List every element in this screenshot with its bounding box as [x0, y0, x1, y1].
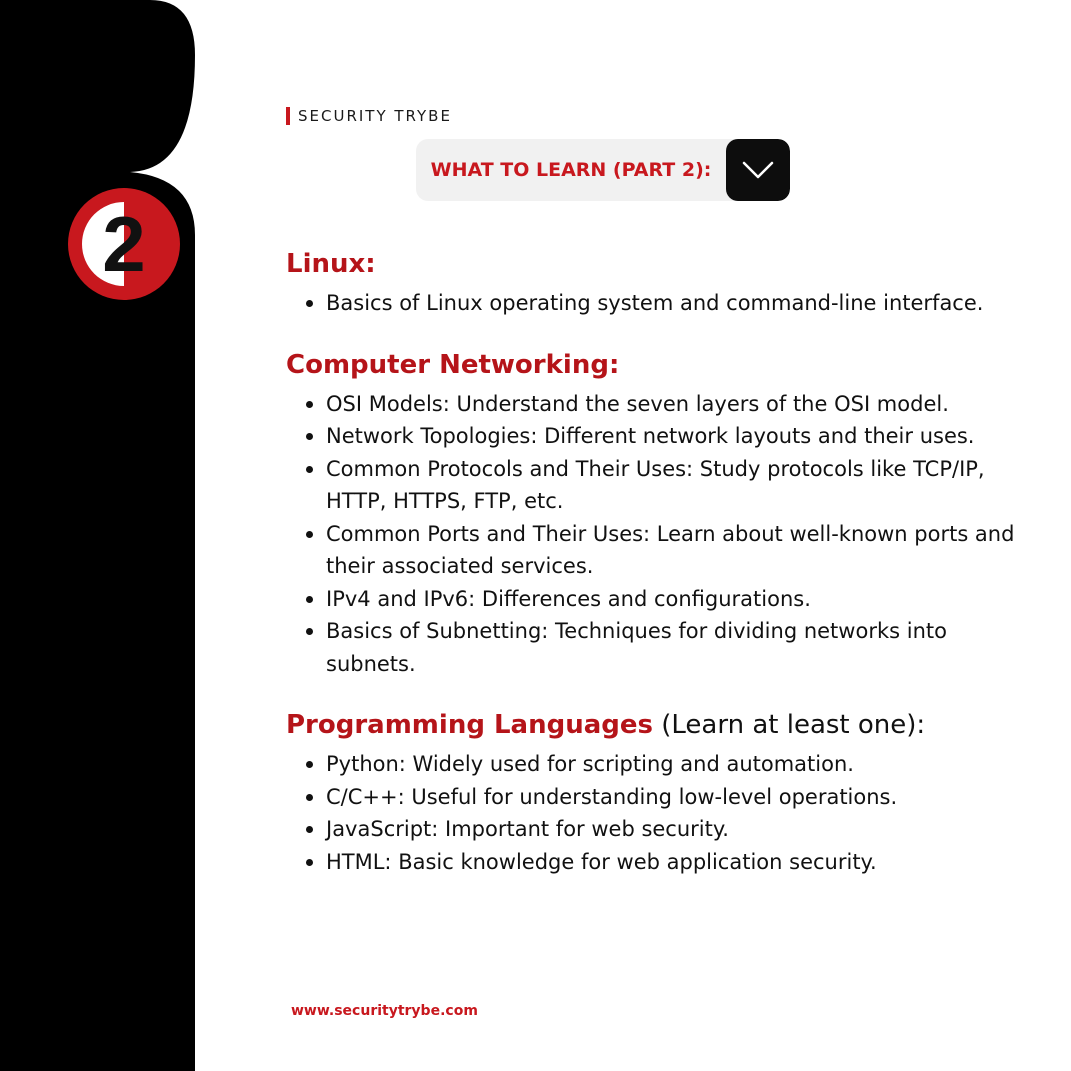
list-item	[304, 420, 1026, 453]
list-item	[304, 846, 1026, 879]
list-item	[304, 287, 1026, 320]
bullet-dot	[306, 826, 313, 833]
section-heading	[286, 247, 1026, 281]
list-item-text: JavaScript: Important for web security.	[326, 817, 729, 841]
list-item-text: OSI Models: Understand the seven layers of the OSI model.	[326, 391, 949, 416]
bullet-dot	[306, 628, 313, 635]
section-linux	[286, 247, 1026, 320]
list-item-text: HTML: Basic knowledge for web application security.	[326, 849, 877, 874]
section-title: WHAT TO LEARN (PART 2):	[430, 159, 712, 181]
dropdown-button[interactable]	[726, 139, 790, 201]
list-item-text: Common Protocols and Their Uses: Study protocols like TCP/IP, HTTP, HTTPS, FTP, etc.	[326, 456, 985, 513]
bullet-dot	[306, 300, 313, 307]
list-item-text: Python: Widely used for scripting and automation.	[326, 752, 854, 776]
bullet-dot	[306, 401, 313, 408]
list-item	[304, 518, 1026, 583]
bullet-dot	[306, 761, 313, 768]
section-heading	[286, 348, 1026, 382]
list-item	[304, 583, 1026, 616]
section-heading-title: Computer Networking:	[286, 349, 620, 380]
list-item	[304, 388, 1026, 421]
list-item-text: Basics of Subnetting: Techniques for dividing networks into subnets.	[326, 619, 947, 676]
list-item-text: C/C++: Useful for understanding low-level operations.	[326, 784, 898, 809]
step-number-badge	[68, 188, 180, 300]
list-item	[304, 748, 1026, 781]
chevron-down-icon	[741, 160, 775, 180]
main-content	[286, 247, 1026, 906]
brand-accent-bar	[286, 107, 290, 125]
bullet-dot	[306, 531, 313, 538]
section-heading	[286, 708, 1026, 742]
bullet-dot	[306, 596, 313, 603]
bullet-list	[286, 388, 1026, 681]
list-item	[304, 813, 1026, 846]
brand-header	[286, 107, 452, 125]
list-item-text: IPv4 and IPv6: Differences and configurations.	[326, 586, 811, 611]
list-item-text: Common Ports and Their Uses: Learn about well-known ports and their associated services.	[326, 521, 1015, 578]
badge-inner-circle	[82, 202, 166, 286]
bullet-dot	[306, 433, 313, 440]
sidebar-background	[0, 0, 200, 1071]
list-item	[304, 453, 1026, 518]
list-item	[304, 781, 1026, 814]
section-computer-networking	[286, 348, 1026, 681]
badge-number: 2	[102, 202, 146, 286]
bullet-dot	[306, 859, 313, 866]
list-item-text: Network Topologies: Different network layouts and their uses.	[326, 424, 975, 448]
section-title-pill	[416, 139, 790, 201]
bullet-list	[286, 748, 1026, 878]
list-item	[304, 615, 1026, 680]
list-item-text: Basics of Linux operating system and command-line interface.	[326, 291, 984, 315]
section-heading-title: Programming Languages	[286, 710, 653, 740]
section-programming-languages	[286, 708, 1026, 878]
bullet-list	[286, 287, 1026, 320]
website-link[interactable]: www.securitytrybe.com	[291, 1003, 478, 1019]
bullet-dot	[306, 794, 313, 801]
brand-name: SECURITY TRYBE	[298, 107, 452, 125]
section-heading-suffix: (Learn at least one):	[653, 710, 926, 740]
bullet-dot	[306, 466, 313, 473]
section-heading-title: Linux:	[286, 249, 376, 279]
